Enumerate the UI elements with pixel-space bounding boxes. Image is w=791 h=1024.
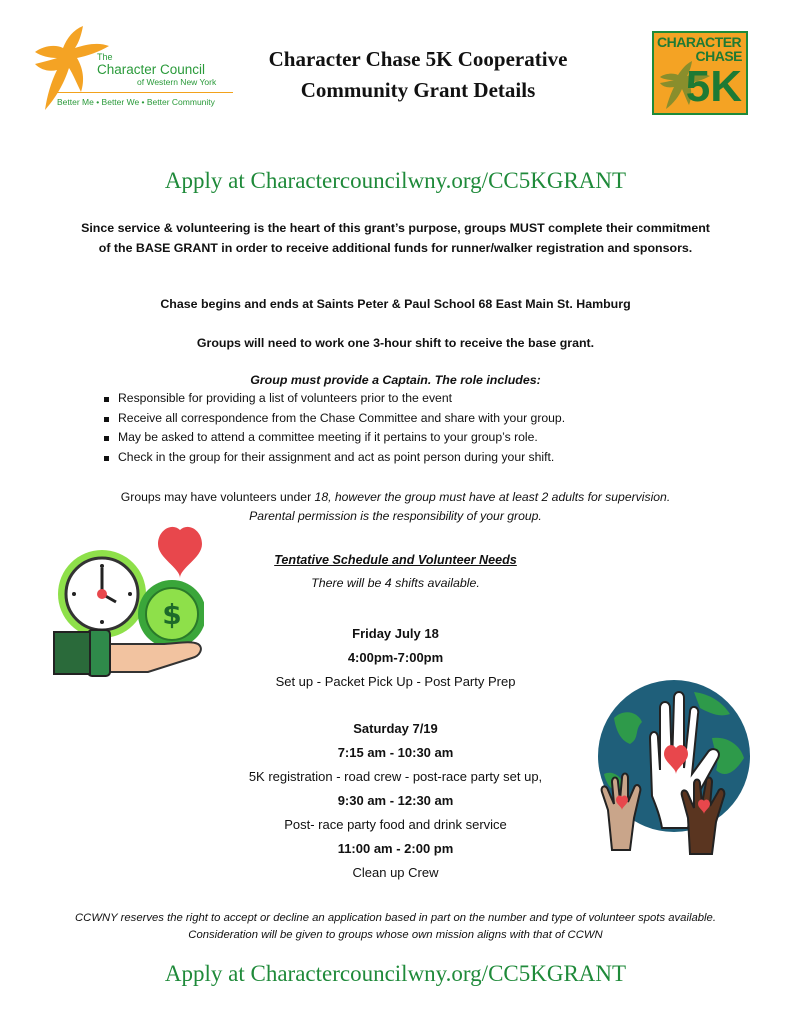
event-location: Chase begins and ends at Saints Peter & Paul School 68 East Main St. Hamburg — [160, 297, 631, 311]
list-item: May be asked to attend a committee meeting if it pertains to your group’s role. — [102, 428, 565, 448]
org-name-line2: Character Council — [97, 62, 206, 77]
logo-text-character: CHARACTER — [657, 34, 742, 50]
logo-divider — [57, 92, 233, 93]
page-title — [240, 44, 596, 106]
saturday-shift2-time: 9:30 am - 12:30 am — [337, 793, 454, 808]
character-council-logo — [33, 24, 238, 116]
supervision-text-b: 18, however the group must have at least 2 adults for supervision. — [314, 490, 671, 504]
list-item: Receive all correspondence from the Chase Committee and share with your group. — [102, 409, 565, 429]
captain-heading: Group must provide a Captain. The role includes: — [250, 373, 541, 387]
saturday-shift2-tasks: Post- race party food and drink service — [284, 817, 507, 832]
saturday-shift3-time: 11:00 am - 2:00 pm — [337, 841, 454, 856]
svg-text:$: $ — [162, 598, 182, 631]
org-name-line1: The — [97, 52, 113, 62]
time-money-heart-hand-icon — [52, 512, 204, 680]
schedule-subheading: There will be 4 shifts available. — [311, 576, 480, 590]
character-chase-5k-logo — [652, 31, 748, 115]
saturday-shift3-tasks: Clean up Crew — [352, 865, 439, 880]
title-line2: Community Grant Details — [300, 78, 536, 102]
intro-paragraph: Since service & volunteering is the heart of this grant’s purpose, groups MUST complete their commitment of the BASE GRANT in order to receive additional funds for runner/walker registration and sponsors. — [81, 221, 710, 255]
logo-text-chase: CHASE — [695, 48, 742, 64]
friday-day: Friday July 18 — [352, 626, 439, 641]
shift-requirement: Groups will need to work one 3-hour shift to receive the base grant. — [196, 336, 595, 350]
disclaimer: CCWNY reserves the right to accept or decline an application based in part on the number and type of volunteer spots available. Consideration will be given to groups whose own mission aligns with that of CCWN — [75, 912, 716, 941]
org-name — [97, 52, 237, 87]
apply-link-top[interactable]: Apply at Charactercouncilwny.org/CC5KGRANT — [164, 168, 627, 193]
org-name-line3: of Western New York — [137, 77, 217, 87]
saturday-shift1-time: 7:15 am - 10:30 am — [337, 745, 454, 760]
apply-link-bottom[interactable]: Apply at Charactercouncilwny.org/CC5KGRANT — [164, 961, 627, 986]
parental-permission-text: Parental permission is the responsibility of your group. — [249, 509, 542, 523]
list-item: Check in the group for their assignment and act as point person during your shift. — [102, 448, 565, 468]
list-item: Responsible for providing a list of volunteers prior to the event — [102, 389, 565, 409]
friday-tasks: Set up - Packet Pick Up - Post Party Prep — [275, 674, 516, 689]
saturday-shift1-tasks: 5K registration - road crew - post-race party set up, — [248, 769, 543, 784]
logo-tagline: Better Me • Better We • Better Community — [57, 97, 215, 107]
saturday-day: Saturday 7/19 — [353, 721, 438, 736]
title-line1: Character Chase 5K Cooperative — [268, 47, 568, 71]
friday-time: 4:00pm-7:00pm — [347, 650, 444, 665]
captain-duties-list — [102, 389, 565, 467]
supervision-text-a: Groups may have volunteers under — [120, 490, 315, 504]
schedule-heading: Tentative Schedule and Volunteer Needs — [274, 553, 517, 567]
globe-hands-hearts-icon — [594, 678, 752, 856]
logo-text-5k: 5K — [685, 62, 742, 111]
